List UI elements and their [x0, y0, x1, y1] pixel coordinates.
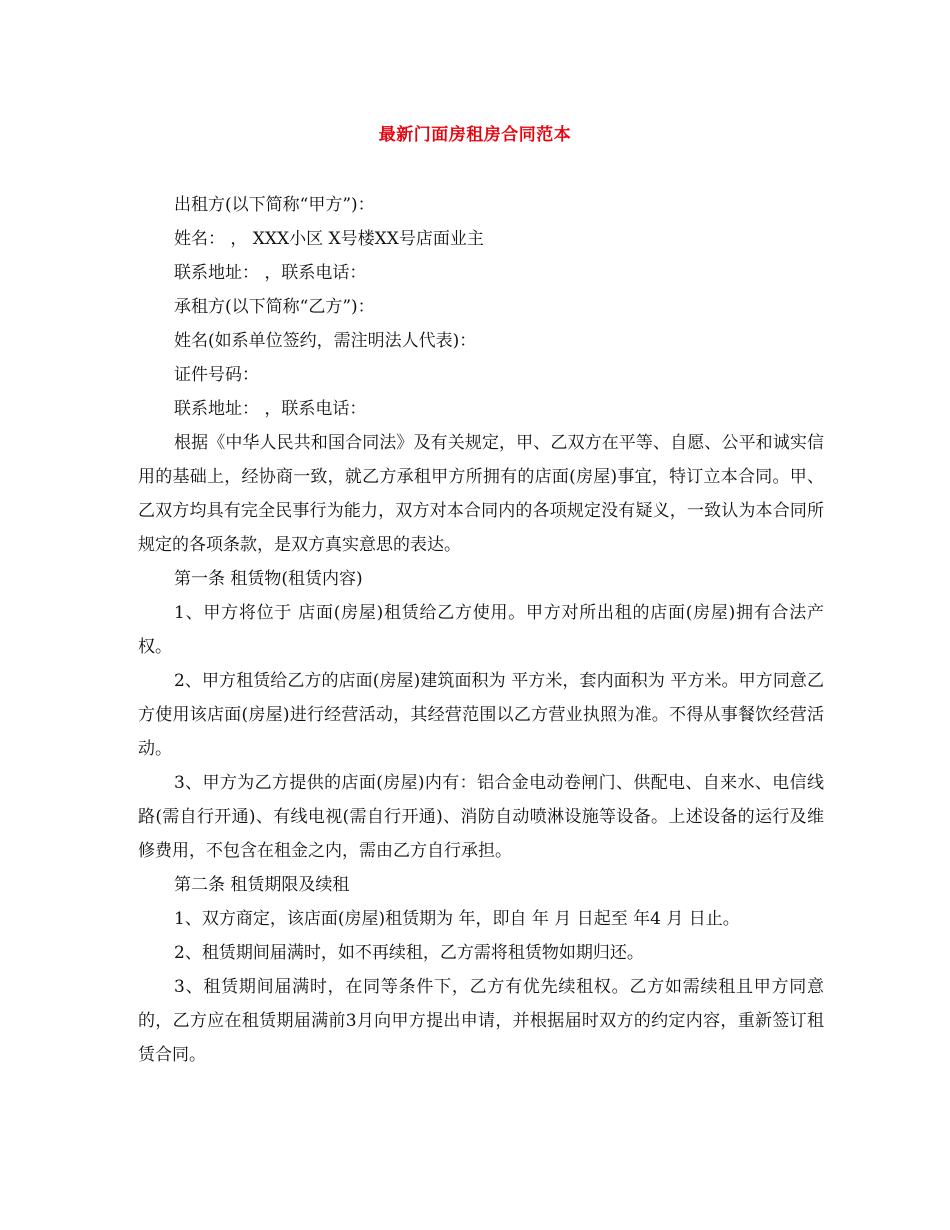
clause-2-2: 2、租赁期间届满时，如不再续租，乙方需将租赁物如期归还。: [174, 943, 644, 963]
paragraph-preamble: 根据《中华人民共和国合同法》及有关规定，甲、乙双方在平等、自愿、公平和诚实信用的基础上，经协商一致，就乙方承租甲方所拥有的店面(房屋)事宜，特订立本合同。甲、乙双方均具有完全民事行为能力，双方对本合同内的各项规定没有疑义，一致认为本合同所规定的各项条款，是双方真实意思的表达。: [138, 433, 824, 555]
document-body: [138, 188, 824, 1072]
paragraph-lessee-heading: 承租方(以下简称“乙方”)：: [174, 297, 375, 317]
paragraph-lessee-name: 姓名(如系单位签约，需注明法人代表)：: [174, 331, 477, 351]
clause-1-3: 3、甲方为乙方提供的店面(房屋)内有：铝合金电动卷闸门、供配电、自来水、电信线路(需自行开通)、有线电视(需自行开通)、消防自动喷淋设施等设备。上述设备的运行及维修费用，不包含在租金之内，需由乙方自行承担。: [138, 773, 824, 861]
section-heading-1: 第一条 租赁物(租赁内容): [174, 569, 363, 589]
paragraph-id-number: 证件号码：: [174, 365, 259, 385]
paragraph-lessor-name: 姓名： ， XXX小区 X号楼XX号店面业主: [174, 229, 484, 249]
clause-1-1: 1、甲方将位于 店面(房屋)租赁给乙方使用。甲方对所出租的店面(房屋)拥有合法产权。: [138, 603, 824, 657]
clause-2-1: 1、双方商定，该店面(房屋)租赁期为 年，即自 年 月 日起至 年4 月 日止。: [174, 909, 740, 929]
document-title: 最新门面房租房合同范本: [378, 125, 572, 145]
paragraph-lessee-contact: 联系地址： ，联系电话：: [174, 399, 367, 419]
clause-1-2: 2、甲方租赁给乙方的店面(房屋)建筑面积为 平方米，套内面积为 平方米。甲方同意乙方使用该店面(房屋)进行经营活动，其经营范围以乙方营业执照为准。不得从事餐饮经营活动。: [138, 671, 824, 759]
paragraph-lessor-contact: 联系地址： ，联系电话：: [174, 263, 367, 283]
clause-2-3: 3、租赁期间届满时，在同等条件下，乙方有优先续租权。乙方如需续租且甲方同意的，乙方应在租赁期届满前3月向甲方提出申请，并根据届时双方的约定内容，重新签订租赁合同。: [138, 977, 824, 1065]
section-heading-2: 第二条 租赁期限及续租: [174, 875, 350, 895]
paragraph-lessor-heading: 出租方(以下简称“甲方”)：: [174, 195, 375, 215]
